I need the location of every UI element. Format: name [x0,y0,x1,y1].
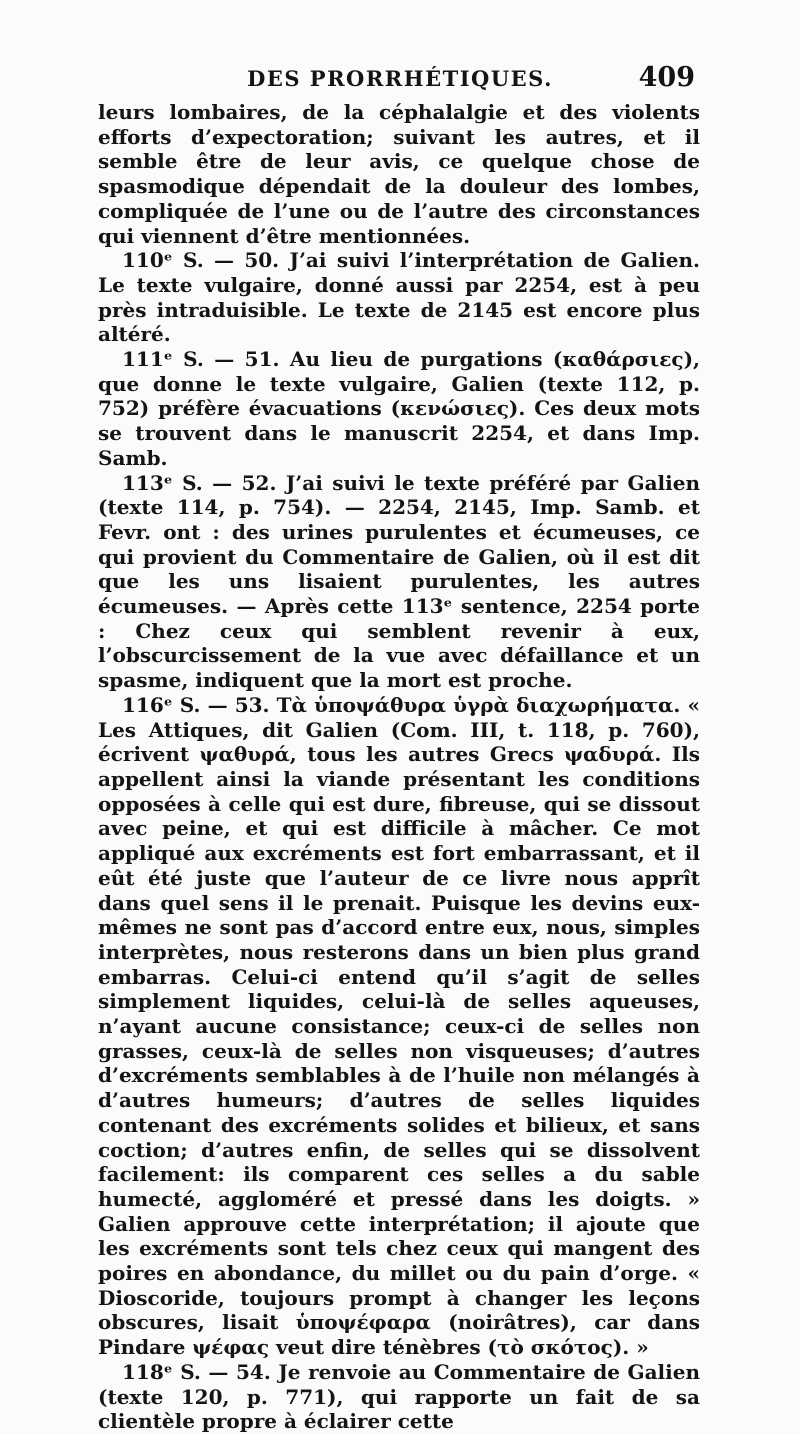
paragraph-5: 116ᵉ S. — 53. Τὰ ὑποψάθυρα ὑγρὰ διαχωρήματα. « Les Attiques, dit Galien (Com. III, t. 118, p. 760), écrivent ψαθυρά, tous les autres Grecs ψαδυρά. Ils appellent ainsi la viande présentant les conditions opposées à celle qui est dure, fibreuse, qui se dissout avec peine, et qui est difficile à mâcher. Ce mot appliqué aux excréments est fort embarrassant, et il eût été juste que l’auteur de ce livre nous apprît dans quel sens il le prenait. Puisque les devins eux-mêmes ne sont pas d’accord entre eux, nous, simples interprètes, nous resterons dans un bien plus grand embarras. Celui-ci entend qu’il s’agit de selles simplement liquides, celui-là de selles aqueuses, n’ayant aucune consistance; ceux-ci de selles non grasses, ceux-là de selles non visqueuses; d’autres d’excréments semblables à de l’huile non mélangés à d’autres humeurs; d’autres de selles liquides contenant des excréments solides et bilieux, et sans coction; d’autres enfin, de selles qui se dissolvent facilement: ils comparent ces selles a du sable humecté, aggloméré et pressé dans les doigts. » Galien approuve cette interprétation; il ajoute que les excréments sont tels chez ceux qui mangent des poires en abondance, du millet ou du pain d’orge. « Dioscoride, toujours prompt à changer les leçons obscures, lisait ὑποψέφαρα (noirâtres), car dans Pindare ψέφας veut dire ténèbres (τὸ σκότος). » [98,692,700,1360]
paragraph-4: 113ᵉ S. — 52. J’ai suivi le texte préféré par Galien (texte 114, p. 754). — 2254, 2145, Imp. Samb. et Fevr. ont : des urines purulentes et écumeuses, ce qui provient du Commentaire de Galien, où il est dit que les uns lisaient purulentes, les autres écumeuses. — Après cette 113ᵉ sentence, 2254 porte : Chez ceux qui semblent revenir à eux, l’obscurcissement de la vue avec défaillance et un spasme, indiquent que la mort est proche. [98,470,700,693]
paragraph-2: 110ᵉ S. — 50. J’ai suivi l’interprétation de Galien. Le texte vulgaire, donné aussi par 2254, est à peu près intraduisible. Le texte de 2145 est encore plus altéré. [98,248,700,347]
body-text [98,100,700,1434]
paragraph-6: 118ᵉ S. — 54. Je renvoie au Commentaire de Galien (texte 120, p. 771), qui rapporte un fait de sa clientèle propre à éclairer cette [98,1359,700,1434]
running-title: DES PRORRHÉTIQUES. [247,66,553,91]
paragraph-1: leurs lombaires, de la céphalalgie et des violents efforts d’expectoration; suivant les autres, et il semble être de leur avis, ce quelque chose de spasmodique dépendait de la douleur des lombes, compliquée de l’une ou de l’autre des circonstances qui viennent d’être mentionnées. [98,100,700,248]
paragraph-3: 111ᵉ S. — 51. Au lieu de purgations (καθάρσιες), que donne le texte vulgaire, Galien (texte 112, p. 752) préfère évacuations (κενώσιες). Ces deux mots se trouvent dans le manuscrit 2254, et dans Imp. Samb. [98,347,700,470]
page-number: 409 [638,62,695,93]
page-header [0,60,800,96]
